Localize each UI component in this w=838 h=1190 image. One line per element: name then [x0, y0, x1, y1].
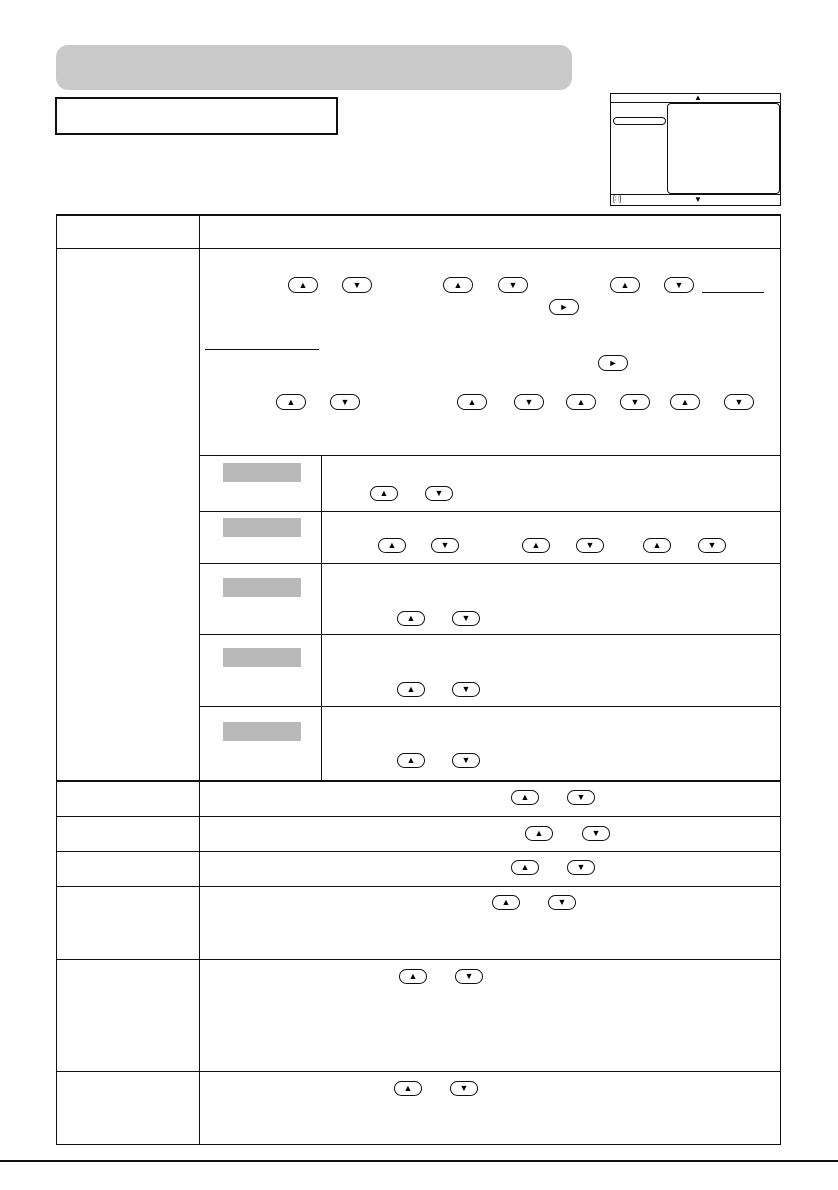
- up-button-icon: ▲: [397, 753, 425, 768]
- menu-content-area: [667, 103, 780, 194]
- section-banner: [56, 45, 572, 90]
- link-underline: [205, 349, 319, 350]
- option-label-block: [223, 463, 301, 482]
- down-button-icon: ▼: [514, 394, 544, 410]
- down-button-icon: ▼: [452, 611, 480, 626]
- menu-screen-thumbnail: [610, 93, 781, 206]
- scroll-down-icon: ▼: [694, 195, 702, 204]
- scroll-up-icon: ▲: [694, 93, 702, 102]
- up-button-icon: ▲: [378, 538, 406, 553]
- down-button-icon: ▼: [567, 790, 595, 805]
- table-column-divider: [199, 214, 200, 1145]
- table-right-border: [780, 214, 781, 1145]
- down-button-icon: ▼: [330, 394, 360, 410]
- menu-top-bar: [611, 94, 780, 103]
- table-row-rule: [56, 851, 781, 852]
- down-button-icon: ▼: [431, 538, 459, 553]
- right-button-icon: ►: [549, 299, 579, 315]
- subtable-row-rule: [200, 634, 781, 635]
- up-button-icon: ▲: [394, 1081, 422, 1096]
- subtable-column-divider: [321, 455, 322, 780]
- up-button-icon: ▲: [288, 277, 318, 293]
- down-button-icon: ▼: [567, 860, 595, 875]
- up-button-icon: ▲: [399, 969, 427, 984]
- down-button-icon: ▼: [452, 682, 480, 697]
- down-button-icon: ▼: [698, 538, 726, 553]
- menu-bottom-bar: [611, 194, 780, 205]
- down-button-icon: ▼: [548, 895, 576, 910]
- table-row-rule: [56, 886, 781, 887]
- table-left-border: [56, 214, 57, 1145]
- subtable-row-rule: [200, 563, 781, 564]
- up-button-icon: ▲: [457, 394, 487, 410]
- down-button-icon: ▼: [664, 277, 694, 293]
- down-button-icon: ▼: [498, 277, 528, 293]
- table-header-rule: [56, 248, 781, 249]
- table-row-rule: [56, 1071, 781, 1072]
- down-button-icon: ▼: [724, 394, 754, 410]
- menu-selected-item: [613, 117, 666, 125]
- down-button-icon: ▼: [576, 538, 604, 553]
- table-row-rule: [56, 780, 781, 782]
- table-row-rule: [56, 959, 781, 960]
- option-label-block: [223, 518, 301, 537]
- table-bottom-border: [56, 1144, 781, 1145]
- up-button-icon: ▲: [525, 826, 553, 841]
- up-button-icon: ▲: [610, 277, 640, 293]
- subtable-row-rule: [200, 706, 781, 707]
- subtable-row-rule: [200, 511, 781, 512]
- up-button-icon: ▲: [511, 790, 539, 805]
- right-button-icon: ►: [598, 355, 628, 371]
- down-button-icon: ▼: [455, 969, 483, 984]
- page-bottom-rule: [0, 1160, 838, 1162]
- subtable-top-rule: [200, 455, 781, 456]
- option-label-block: [223, 648, 301, 667]
- menu-list: [611, 103, 667, 195]
- down-button-icon: ▼: [342, 277, 372, 293]
- up-button-icon: ▲: [397, 611, 425, 626]
- down-button-icon: ▼: [582, 826, 610, 841]
- table-top-border: [56, 214, 781, 216]
- option-label-block: [223, 722, 301, 741]
- menu-corner-icon: [∷]: [613, 196, 622, 203]
- up-button-icon: ▲: [643, 538, 671, 553]
- down-button-icon: ▼: [452, 753, 480, 768]
- up-button-icon: ▲: [670, 394, 700, 410]
- up-button-icon: ▲: [511, 860, 539, 875]
- link-underline: [702, 292, 764, 293]
- up-button-icon: ▲: [397, 682, 425, 697]
- up-button-icon: ▲: [443, 277, 473, 293]
- up-button-icon: ▲: [566, 394, 596, 410]
- up-button-icon: ▲: [522, 538, 550, 553]
- down-button-icon: ▼: [620, 394, 650, 410]
- table-row-rule: [56, 816, 781, 817]
- up-button-icon: ▲: [276, 394, 306, 410]
- down-button-icon: ▼: [450, 1081, 478, 1096]
- option-label-block: [223, 578, 301, 597]
- down-button-icon: ▼: [425, 486, 453, 501]
- up-button-icon: ▲: [370, 486, 398, 501]
- up-button-icon: ▲: [492, 895, 520, 910]
- subsection-heading-box: [55, 97, 338, 135]
